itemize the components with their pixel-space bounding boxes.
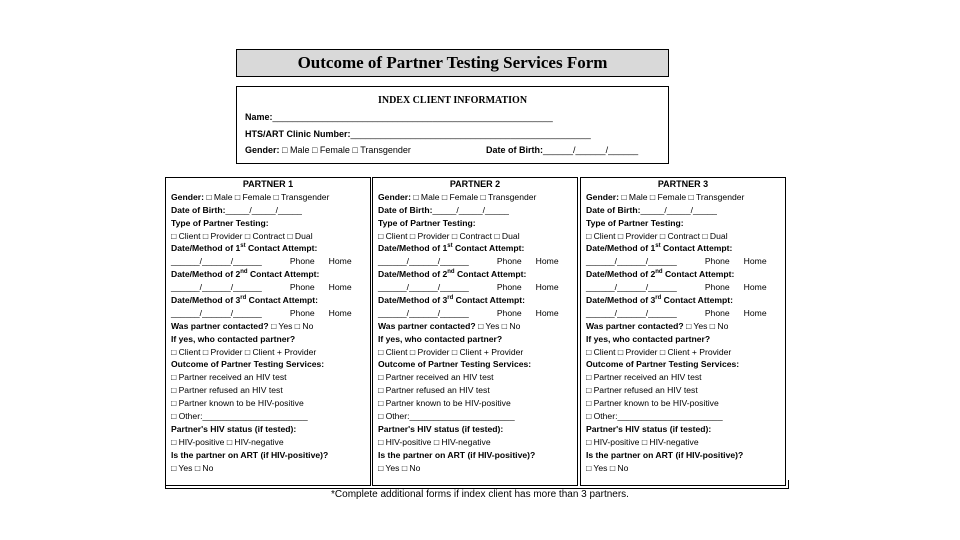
attempt-2-home[interactable]: Home (743, 282, 767, 293)
type-options[interactable]: □ Client □ Provider □ Contract □ Dual (586, 230, 728, 241)
attempt-1-home[interactable]: Home (328, 256, 352, 267)
dob-label: Date of Birth: (378, 204, 433, 215)
attempt-3-phone[interactable]: Phone (704, 307, 730, 318)
attempt-1-phone[interactable]: Phone (289, 256, 315, 267)
art-options[interactable]: □ Yes □ No (586, 462, 629, 473)
who-label: If yes, who contacted partner? (586, 333, 711, 344)
who-options[interactable]: □ Client □ Provider □ Client + Provider (586, 346, 732, 357)
index-client-section (236, 86, 669, 164)
partner-3-card (580, 177, 786, 486)
attempt-3-label: Date/Method of 3rd Contact Attempt: (586, 295, 734, 306)
who-options[interactable]: □ Client □ Provider □ Client + Provider (171, 346, 317, 357)
index-clinic-label: HTS/ART Clinic Number: (245, 129, 351, 139)
partner-2-card (372, 177, 578, 486)
attempt-2-phone[interactable]: Phone (289, 282, 315, 293)
outcome-refused[interactable]: □ Partner refused an HIV test (378, 385, 490, 396)
attempt-2-date[interactable]: ______/______/______ (378, 282, 469, 293)
attempt-1-label: Date/Method of 1st Contact Attempt: (171, 243, 318, 254)
attempt-1-date[interactable]: ______/______/______ (378, 256, 469, 267)
attempt-1-date[interactable]: ______/______/______ (171, 256, 262, 267)
form-title: Outcome of Partner Testing Services Form (297, 53, 608, 72)
art-label: Is the partner on ART (if HIV-positive)? (586, 449, 744, 460)
attempt-2-label: Date/Method of 2nd Contact Attempt: (378, 269, 527, 280)
attempt-1-phone[interactable]: Phone (704, 256, 730, 267)
outcome-other[interactable]: □ Other: (586, 411, 618, 422)
dob-field[interactable]: _____/_____/_____ (225, 204, 302, 215)
status-label: Partner's HIV status (if tested): (586, 423, 712, 434)
partner-3-heading: PARTNER 3 (657, 179, 709, 189)
contacted-label: Was partner contacted? (586, 320, 684, 331)
status-options[interactable]: □ HIV-positive □ HIV-negative (171, 436, 284, 447)
attempt-2-home[interactable]: Home (535, 282, 559, 293)
attempt-2-phone[interactable]: Phone (704, 282, 730, 293)
outcome-other[interactable]: □ Other: (171, 411, 203, 422)
outcome-other-field[interactable]: ______________________ (617, 411, 723, 422)
art-label: Is the partner on ART (if HIV-positive)? (171, 449, 329, 460)
art-options[interactable]: □ Yes □ No (171, 462, 214, 473)
who-options[interactable]: □ Client □ Provider □ Client + Provider (378, 346, 524, 357)
attempt-3-date[interactable]: ______/______/______ (171, 307, 262, 318)
attempt-2-home[interactable]: Home (328, 282, 352, 293)
attempt-3-home[interactable]: Home (328, 307, 352, 318)
contacted-label: Was partner contacted? (378, 320, 476, 331)
who-label: If yes, who contacted partner? (171, 333, 296, 344)
type-label: Type of Partner Testing: (378, 217, 476, 228)
outcome-known-positive[interactable]: □ Partner known to be HIV-positive (171, 398, 304, 409)
attempt-1-label: Date/Method of 1st Contact Attempt: (586, 243, 733, 254)
outcome-other-field[interactable]: ______________________ (202, 411, 308, 422)
attempt-3-label: Date/Method of 3rd Contact Attempt: (171, 295, 319, 306)
outcome-other-field[interactable]: ______________________ (409, 411, 515, 422)
attempt-3-phone[interactable]: Phone (496, 307, 522, 318)
attempt-2-label: Date/Method of 2nd Contact Attempt: (586, 269, 735, 280)
partners-outer-frame (165, 480, 789, 489)
outcome-received[interactable]: □ Partner received an HIV test (171, 372, 287, 383)
status-options[interactable]: □ HIV-positive □ HIV-negative (586, 436, 699, 447)
attempt-3-label: Date/Method of 3rd Contact Attempt: (378, 295, 526, 306)
form-title-box (236, 49, 669, 77)
gender-label: Gender: (171, 191, 204, 202)
type-options[interactable]: □ Client □ Provider □ Contract □ Dual (378, 230, 520, 241)
dob-field[interactable]: _____/_____/_____ (432, 204, 509, 215)
contacted-label: Was partner contacted? (171, 320, 269, 331)
index-name-field[interactable]: ________________________________________________________ (272, 112, 553, 122)
gender-options[interactable]: □ Male □ Female □ Transgender (413, 191, 537, 202)
contacted-options[interactable]: □ Yes □ No (270, 320, 314, 331)
index-gender-label: Gender: (245, 145, 280, 155)
attempt-2-date[interactable]: ______/______/______ (171, 282, 262, 293)
attempt-1-home[interactable]: Home (743, 256, 767, 267)
outcome-other[interactable]: □ Other: (378, 411, 410, 422)
gender-label: Gender: (378, 191, 411, 202)
attempt-3-home[interactable]: Home (535, 307, 559, 318)
outcome-received[interactable]: □ Partner received an HIV test (586, 372, 702, 383)
footnote: *Complete additional forms if index client has more than 3 partners. (331, 489, 629, 500)
contacted-options[interactable]: □ Yes □ No (477, 320, 521, 331)
status-label: Partner's HIV status (if tested): (171, 423, 297, 434)
outcome-label: Outcome of Partner Testing Services: (171, 359, 325, 370)
index-dob-label: Date of Birth: (486, 145, 543, 155)
attempt-3-date[interactable]: ______/______/______ (378, 307, 469, 318)
partner-1-heading: PARTNER 1 (242, 179, 294, 189)
attempt-2-date[interactable]: ______/______/______ (586, 282, 677, 293)
outcome-refused[interactable]: □ Partner refused an HIV test (171, 385, 283, 396)
attempt-3-home[interactable]: Home (743, 307, 767, 318)
index-dob-row (486, 145, 638, 155)
index-name-row (245, 112, 553, 122)
status-options[interactable]: □ HIV-positive □ HIV-negative (378, 436, 491, 447)
gender-options[interactable]: □ Male □ Female □ Transgender (621, 191, 745, 202)
outcome-received[interactable]: □ Partner received an HIV test (378, 372, 494, 383)
attempt-1-home[interactable]: Home (535, 256, 559, 267)
partner-2-heading: PARTNER 2 (449, 179, 501, 189)
dob-field[interactable]: _____/_____/_____ (640, 204, 717, 215)
index-clinic-row (245, 129, 591, 139)
dob-label: Date of Birth: (586, 204, 641, 215)
status-label: Partner's HIV status (if tested): (378, 423, 504, 434)
attempt-1-phone[interactable]: Phone (496, 256, 522, 267)
index-clinic-field[interactable]: ________________________________________________ (350, 129, 591, 139)
who-label: If yes, who contacted partner? (378, 333, 503, 344)
gender-options[interactable]: □ Male □ Female □ Transgender (206, 191, 330, 202)
index-gender-row (245, 145, 411, 155)
attempt-2-phone[interactable]: Phone (496, 282, 522, 293)
art-options[interactable]: □ Yes □ No (378, 462, 421, 473)
attempt-2-label: Date/Method of 2nd Contact Attempt: (171, 269, 320, 280)
index-gender-options[interactable]: □ Male □ Female □ Transgender (282, 145, 411, 155)
index-name-label: Name: (245, 112, 273, 122)
dob-label: Date of Birth: (171, 204, 226, 215)
index-dob-field[interactable]: ______/______/______ (543, 145, 639, 155)
type-options[interactable]: □ Client □ Provider □ Contract □ Dual (171, 230, 313, 241)
partner-1-card (165, 177, 371, 486)
outcome-refused[interactable]: □ Partner refused an HIV test (586, 385, 698, 396)
attempt-1-date[interactable]: ______/______/______ (586, 256, 677, 267)
contacted-options[interactable]: □ Yes □ No (685, 320, 729, 331)
outcome-label: Outcome of Partner Testing Services: (378, 359, 532, 370)
outcome-known-positive[interactable]: □ Partner known to be HIV-positive (378, 398, 511, 409)
attempt-1-label: Date/Method of 1st Contact Attempt: (378, 243, 525, 254)
outcome-label: Outcome of Partner Testing Services: (586, 359, 740, 370)
outcome-known-positive[interactable]: □ Partner known to be HIV-positive (586, 398, 719, 409)
art-label: Is the partner on ART (if HIV-positive)? (378, 449, 536, 460)
gender-label: Gender: (586, 191, 619, 202)
type-label: Type of Partner Testing: (586, 217, 684, 228)
attempt-3-phone[interactable]: Phone (289, 307, 315, 318)
attempt-3-date[interactable]: ______/______/______ (586, 307, 677, 318)
index-client-heading: INDEX CLIENT INFORMATION (377, 95, 528, 106)
type-label: Type of Partner Testing: (171, 217, 269, 228)
